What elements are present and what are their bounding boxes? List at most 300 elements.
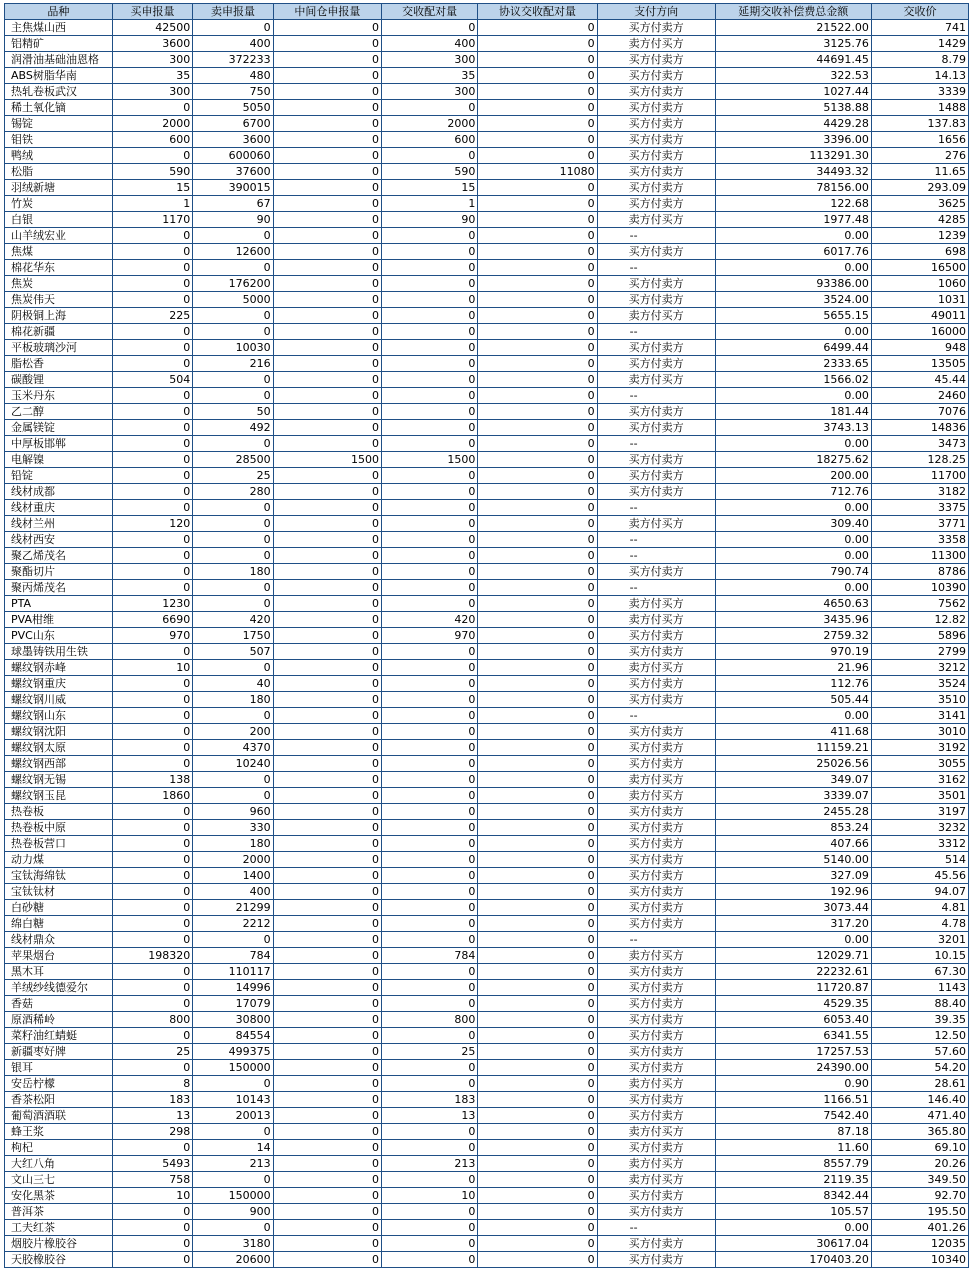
cell-middle-qty: 0: [273, 724, 381, 740]
cell-matched-qty: 0: [382, 740, 478, 756]
cell-compensation: 0.00: [715, 532, 871, 548]
cell-pay-direction: 买方付卖方: [597, 1188, 715, 1204]
cell-compensation: 0.00: [715, 260, 871, 276]
cell-agreement-qty: 0: [478, 84, 597, 100]
cell-buy-qty: 0: [112, 340, 192, 356]
cell-compensation: 6499.44: [715, 340, 871, 356]
cell-middle-qty: 0: [273, 212, 381, 228]
cell-product: 宝钛海绵钛: [5, 868, 113, 884]
cell-sell-qty: 390015: [193, 180, 273, 196]
cell-settle-price: 1239: [871, 228, 968, 244]
cell-compensation: 4650.63: [715, 596, 871, 612]
cell-middle-qty: 0: [273, 1108, 381, 1124]
cell-product: 线材西安: [5, 532, 113, 548]
cell-sell-qty: 14996: [193, 980, 273, 996]
cell-compensation: 853.24: [715, 820, 871, 836]
cell-compensation: 17257.53: [715, 1044, 871, 1060]
cell-buy-qty: 0: [112, 244, 192, 260]
cell-buy-qty: 758: [112, 1172, 192, 1188]
cell-buy-qty: 0: [112, 532, 192, 548]
cell-settle-price: 2799: [871, 644, 968, 660]
cell-agreement-qty: 0: [478, 660, 597, 676]
cell-middle-qty: 0: [273, 996, 381, 1012]
cell-agreement-qty: 0: [478, 452, 597, 468]
cell-middle-qty: 0: [273, 932, 381, 948]
table-row: [5, 916, 969, 932]
cell-agreement-qty: 0: [478, 1044, 597, 1060]
cell-buy-qty: 970: [112, 628, 192, 644]
cell-matched-qty: 90: [382, 212, 478, 228]
cell-buy-qty: 0: [112, 980, 192, 996]
cell-settle-price: 3339: [871, 84, 968, 100]
cell-middle-qty: 0: [273, 340, 381, 356]
cell-agreement-qty: 0: [478, 1204, 597, 1220]
cell-settle-price: 12.50: [871, 1028, 968, 1044]
cell-sell-qty: 0: [193, 788, 273, 804]
cell-middle-qty: 0: [273, 276, 381, 292]
cell-buy-qty: 120: [112, 516, 192, 532]
cell-agreement-qty: 0: [478, 852, 597, 868]
cell-settle-price: 3510: [871, 692, 968, 708]
header-middle-qty: 中间仓申报量: [273, 4, 381, 20]
cell-middle-qty: 0: [273, 612, 381, 628]
cell-matched-qty: 0: [382, 228, 478, 244]
cell-pay-direction: 买方付卖方: [597, 996, 715, 1012]
cell-sell-qty: 400: [193, 36, 273, 52]
cell-product: 新疆枣好牌: [5, 1044, 113, 1060]
cell-product: 热卷板营口: [5, 836, 113, 852]
cell-sell-qty: 0: [193, 580, 273, 596]
cell-product: 苹果烟台: [5, 948, 113, 964]
cell-settle-price: 13505: [871, 356, 968, 372]
cell-matched-qty: 0: [382, 1028, 478, 1044]
cell-settle-price: 8786: [871, 564, 968, 580]
cell-sell-qty: 600060: [193, 148, 273, 164]
cell-matched-qty: 0: [382, 964, 478, 980]
cell-compensation: 349.07: [715, 772, 871, 788]
table-row: [5, 500, 969, 516]
cell-sell-qty: 0: [193, 660, 273, 676]
table-row: [5, 260, 969, 276]
table-row: [5, 212, 969, 228]
cell-middle-qty: 0: [273, 628, 381, 644]
table-row: [5, 356, 969, 372]
cell-middle-qty: 0: [273, 228, 381, 244]
cell-agreement-qty: 0: [478, 820, 597, 836]
cell-product: 羊绒纱线德爱尔: [5, 980, 113, 996]
cell-agreement-qty: 0: [478, 628, 597, 644]
cell-buy-qty: 300: [112, 52, 192, 68]
cell-product: 文山三七: [5, 1172, 113, 1188]
cell-product: 线材成都: [5, 484, 113, 500]
cell-product: 热轧卷板武汉: [5, 84, 113, 100]
cell-middle-qty: 0: [273, 980, 381, 996]
cell-middle-qty: 0: [273, 644, 381, 660]
cell-matched-qty: 15: [382, 180, 478, 196]
cell-sell-qty: 400: [193, 884, 273, 900]
cell-product: 香茶松阳: [5, 1092, 113, 1108]
cell-buy-qty: 0: [112, 468, 192, 484]
table-row: [5, 996, 969, 1012]
cell-pay-direction: 买方付卖方: [597, 756, 715, 772]
cell-compensation: 21.96: [715, 660, 871, 676]
cell-middle-qty: 0: [273, 420, 381, 436]
cell-matched-qty: 0: [382, 996, 478, 1012]
cell-buy-qty: 1: [112, 196, 192, 212]
cell-matched-qty: 0: [382, 772, 478, 788]
table-row: [5, 84, 969, 100]
cell-pay-direction: --: [597, 932, 715, 948]
table-row: [5, 740, 969, 756]
table-row: [5, 596, 969, 612]
cell-settle-price: 741: [871, 20, 968, 36]
cell-settle-price: 67.30: [871, 964, 968, 980]
cell-buy-qty: 0: [112, 1220, 192, 1236]
cell-sell-qty: 0: [193, 1124, 273, 1140]
cell-settle-price: 3197: [871, 804, 968, 820]
cell-sell-qty: 30800: [193, 1012, 273, 1028]
cell-product: 大红八角: [5, 1156, 113, 1172]
cell-sell-qty: 0: [193, 596, 273, 612]
cell-middle-qty: 0: [273, 132, 381, 148]
cell-matched-qty: 0: [382, 564, 478, 580]
cell-matched-qty: 0: [382, 500, 478, 516]
table-row: [5, 692, 969, 708]
cell-middle-qty: 0: [273, 20, 381, 36]
cell-pay-direction: 买方付卖方: [597, 884, 715, 900]
cell-compensation: 2119.35: [715, 1172, 871, 1188]
table-row: [5, 436, 969, 452]
header-pay-direction: 支付方向: [597, 4, 715, 20]
cell-agreement-qty: 0: [478, 404, 597, 420]
cell-agreement-qty: 0: [478, 388, 597, 404]
cell-product: 香菇: [5, 996, 113, 1012]
cell-sell-qty: 150000: [193, 1060, 273, 1076]
cell-sell-qty: 21299: [193, 900, 273, 916]
header-sell-qty: 卖申报量: [193, 4, 273, 20]
cell-pay-direction: 买方付卖方: [597, 1060, 715, 1076]
cell-middle-qty: 0: [273, 580, 381, 596]
cell-agreement-qty: 0: [478, 1108, 597, 1124]
cell-buy-qty: 0: [112, 260, 192, 276]
cell-matched-qty: 0: [382, 852, 478, 868]
cell-product: 枸杞: [5, 1140, 113, 1156]
cell-compensation: 11720.87: [715, 980, 871, 996]
cell-buy-qty: 800: [112, 1012, 192, 1028]
cell-pay-direction: 卖方付买方: [597, 1124, 715, 1140]
cell-agreement-qty: 0: [478, 372, 597, 388]
cell-buy-qty: 0: [112, 756, 192, 772]
table-row: [5, 516, 969, 532]
cell-matched-qty: 0: [382, 1204, 478, 1220]
header-settle-price: 交收价: [871, 4, 968, 20]
cell-product: 菜籽油红蜻蜓: [5, 1028, 113, 1044]
cell-matched-qty: 183: [382, 1092, 478, 1108]
table-row: [5, 52, 969, 68]
cell-product: 银耳: [5, 1060, 113, 1076]
cell-matched-qty: 0: [382, 692, 478, 708]
cell-compensation: 1566.02: [715, 372, 871, 388]
cell-agreement-qty: 0: [478, 916, 597, 932]
cell-compensation: 12029.71: [715, 948, 871, 964]
cell-agreement-qty: 0: [478, 964, 597, 980]
cell-pay-direction: 买方付卖方: [597, 820, 715, 836]
cell-pay-direction: 买方付卖方: [597, 340, 715, 356]
cell-matched-qty: 0: [382, 468, 478, 484]
cell-agreement-qty: 0: [478, 180, 597, 196]
cell-matched-qty: 0: [382, 580, 478, 596]
table-row: [5, 1124, 969, 1140]
cell-buy-qty: 0: [112, 964, 192, 980]
cell-sell-qty: 0: [193, 708, 273, 724]
cell-matched-qty: 0: [382, 324, 478, 340]
cell-product: PVC山东: [5, 628, 113, 644]
cell-buy-qty: 0: [112, 324, 192, 340]
cell-product: 羽绒新塘: [5, 180, 113, 196]
cell-buy-qty: 0: [112, 724, 192, 740]
cell-agreement-qty: 0: [478, 244, 597, 260]
cell-buy-qty: 0: [112, 436, 192, 452]
table-row: [5, 132, 969, 148]
cell-agreement-qty: 0: [478, 308, 597, 324]
cell-agreement-qty: 0: [478, 196, 597, 212]
cell-matched-qty: 0: [382, 308, 478, 324]
cell-pay-direction: 买方付卖方: [597, 836, 715, 852]
cell-product: 棉花华东: [5, 260, 113, 276]
cell-sell-qty: 0: [193, 932, 273, 948]
cell-compensation: 6341.55: [715, 1028, 871, 1044]
cell-buy-qty: 10: [112, 660, 192, 676]
cell-pay-direction: --: [597, 388, 715, 404]
cell-compensation: 0.00: [715, 388, 871, 404]
cell-buy-qty: 8: [112, 1076, 192, 1092]
cell-agreement-qty: 0: [478, 100, 597, 116]
cell-middle-qty: 0: [273, 948, 381, 964]
cell-settle-price: 3312: [871, 836, 968, 852]
cell-settle-price: 12035: [871, 1236, 968, 1252]
cell-pay-direction: 买方付卖方: [597, 276, 715, 292]
cell-settle-price: 276: [871, 148, 968, 164]
cell-matched-qty: 0: [382, 868, 478, 884]
cell-agreement-qty: 0: [478, 580, 597, 596]
cell-middle-qty: 0: [273, 436, 381, 452]
cell-buy-qty: 225: [112, 308, 192, 324]
cell-settle-price: 401.26: [871, 1220, 968, 1236]
cell-agreement-qty: 0: [478, 1236, 597, 1252]
cell-buy-qty: 590: [112, 164, 192, 180]
cell-product: 铅锭: [5, 468, 113, 484]
cell-product: 葡萄酒酒联: [5, 1108, 113, 1124]
cell-compensation: 411.68: [715, 724, 871, 740]
cell-sell-qty: 0: [193, 436, 273, 452]
cell-compensation: 5655.15: [715, 308, 871, 324]
cell-middle-qty: 0: [273, 1044, 381, 1060]
cell-product: 中厚板邯郸: [5, 436, 113, 452]
cell-agreement-qty: 0: [478, 564, 597, 580]
cell-middle-qty: 0: [273, 916, 381, 932]
cell-product: 原酒稀岭: [5, 1012, 113, 1028]
cell-buy-qty: 0: [112, 820, 192, 836]
cell-pay-direction: 买方付卖方: [597, 84, 715, 100]
cell-agreement-qty: 0: [478, 228, 597, 244]
table-row: [5, 948, 969, 964]
cell-pay-direction: 买方付卖方: [597, 852, 715, 868]
cell-compensation: 0.00: [715, 436, 871, 452]
table-row: [5, 292, 969, 308]
cell-matched-qty: 420: [382, 612, 478, 628]
cell-product: 安岳柠檬: [5, 1076, 113, 1092]
cell-settle-price: 3212: [871, 660, 968, 676]
cell-sell-qty: 40: [193, 676, 273, 692]
cell-settle-price: 12.82: [871, 612, 968, 628]
cell-middle-qty: 0: [273, 884, 381, 900]
cell-agreement-qty: 0: [478, 1076, 597, 1092]
cell-buy-qty: 0: [112, 868, 192, 884]
cell-compensation: 44691.45: [715, 52, 871, 68]
cell-pay-direction: 买方付卖方: [597, 1140, 715, 1156]
cell-buy-qty: 0: [112, 292, 192, 308]
cell-agreement-qty: 0: [478, 724, 597, 740]
cell-middle-qty: 0: [273, 596, 381, 612]
cell-product: 竹炭: [5, 196, 113, 212]
cell-buy-qty: 3600: [112, 36, 192, 52]
cell-matched-qty: 2000: [382, 116, 478, 132]
table-row: [5, 708, 969, 724]
table-row: [5, 1252, 969, 1268]
table-row: [5, 676, 969, 692]
cell-sell-qty: 499375: [193, 1044, 273, 1060]
cell-matched-qty: 970: [382, 628, 478, 644]
cell-product: 螺纹钢山东: [5, 708, 113, 724]
cell-settle-price: 3162: [871, 772, 968, 788]
cell-pay-direction: 买方付卖方: [597, 164, 715, 180]
cell-sell-qty: 180: [193, 692, 273, 708]
header-buy-qty: 买申报量: [112, 4, 192, 20]
cell-compensation: 2333.65: [715, 356, 871, 372]
cell-compensation: 327.09: [715, 868, 871, 884]
cell-matched-qty: 0: [382, 244, 478, 260]
cell-sell-qty: 5000: [193, 292, 273, 308]
cell-middle-qty: 0: [273, 532, 381, 548]
cell-sell-qty: 0: [193, 308, 273, 324]
cell-sell-qty: 17079: [193, 996, 273, 1012]
cell-product: 螺纹钢无锡: [5, 772, 113, 788]
cell-matched-qty: 0: [382, 292, 478, 308]
table-row: [5, 532, 969, 548]
cell-sell-qty: 213: [193, 1156, 273, 1172]
cell-compensation: 0.00: [715, 324, 871, 340]
cell-product: 螺纹钢太原: [5, 740, 113, 756]
table-row: [5, 1204, 969, 1220]
table-row: [5, 484, 969, 500]
cell-agreement-qty: 0: [478, 868, 597, 884]
cell-agreement-qty: 0: [478, 740, 597, 756]
cell-matched-qty: 0: [382, 900, 478, 916]
cell-pay-direction: 卖方付买方: [597, 788, 715, 804]
cell-matched-qty: 0: [382, 148, 478, 164]
cell-buy-qty: 6690: [112, 612, 192, 628]
cell-buy-qty: 0: [112, 852, 192, 868]
cell-middle-qty: 0: [273, 164, 381, 180]
table-row: [5, 308, 969, 324]
cell-settle-price: 88.40: [871, 996, 968, 1012]
cell-agreement-qty: 0: [478, 468, 597, 484]
cell-middle-qty: 0: [273, 116, 381, 132]
cell-pay-direction: 买方付卖方: [597, 404, 715, 420]
cell-compensation: 192.96: [715, 884, 871, 900]
cell-compensation: 21522.00: [715, 20, 871, 36]
cell-agreement-qty: 11080: [478, 164, 597, 180]
cell-product: PVA柑维: [5, 612, 113, 628]
cell-compensation: 0.00: [715, 932, 871, 948]
cell-settle-price: 54.20: [871, 1060, 968, 1076]
cell-pay-direction: 卖方付买方: [597, 660, 715, 676]
cell-pay-direction: 买方付卖方: [597, 468, 715, 484]
cell-settle-price: 349.50: [871, 1172, 968, 1188]
table-row: [5, 1076, 969, 1092]
cell-product: 松脂: [5, 164, 113, 180]
cell-pay-direction: 卖方付买方: [597, 372, 715, 388]
cell-pay-direction: 买方付卖方: [597, 628, 715, 644]
cell-buy-qty: 1860: [112, 788, 192, 804]
cell-settle-price: 45.44: [871, 372, 968, 388]
cell-sell-qty: 3600: [193, 132, 273, 148]
table-row: [5, 196, 969, 212]
cell-compensation: 3524.00: [715, 292, 871, 308]
cell-product: 鸭绒: [5, 148, 113, 164]
header-agreement-qty: 协议交收配对量: [478, 4, 597, 20]
cell-agreement-qty: 0: [478, 516, 597, 532]
cell-settle-price: 1656: [871, 132, 968, 148]
table-row: [5, 868, 969, 884]
cell-product: 热卷板中原: [5, 820, 113, 836]
cell-buy-qty: 0: [112, 388, 192, 404]
cell-buy-qty: 1170: [112, 212, 192, 228]
cell-matched-qty: 0: [382, 916, 478, 932]
cell-middle-qty: 0: [273, 308, 381, 324]
cell-pay-direction: 买方付卖方: [597, 148, 715, 164]
table-row: [5, 836, 969, 852]
cell-compensation: 5140.00: [715, 852, 871, 868]
cell-compensation: 3743.13: [715, 420, 871, 436]
cell-compensation: 170403.20: [715, 1252, 871, 1268]
cell-sell-qty: 784: [193, 948, 273, 964]
cell-compensation: 122.68: [715, 196, 871, 212]
cell-compensation: 7542.40: [715, 1108, 871, 1124]
cell-compensation: 0.00: [715, 548, 871, 564]
cell-middle-qty: 0: [273, 900, 381, 916]
cell-product: 工夫红茶: [5, 1220, 113, 1236]
cell-pay-direction: 买方付卖方: [597, 1252, 715, 1268]
cell-product: 稀土氧化镝: [5, 100, 113, 116]
cell-pay-direction: 买方付卖方: [597, 980, 715, 996]
cell-settle-price: 3473: [871, 436, 968, 452]
cell-pay-direction: --: [597, 324, 715, 340]
cell-pay-direction: 卖方付买方: [597, 36, 715, 52]
cell-agreement-qty: 0: [478, 276, 597, 292]
cell-agreement-qty: 0: [478, 692, 597, 708]
cell-sell-qty: 492: [193, 420, 273, 436]
cell-middle-qty: 0: [273, 740, 381, 756]
cell-sell-qty: 960: [193, 804, 273, 820]
cell-buy-qty: 0: [112, 692, 192, 708]
cell-settle-price: 8.79: [871, 52, 968, 68]
cell-matched-qty: 300: [382, 52, 478, 68]
table-row: [5, 804, 969, 820]
cell-pay-direction: 买方付卖方: [597, 484, 715, 500]
cell-middle-qty: 0: [273, 1060, 381, 1076]
cell-matched-qty: 0: [382, 980, 478, 996]
